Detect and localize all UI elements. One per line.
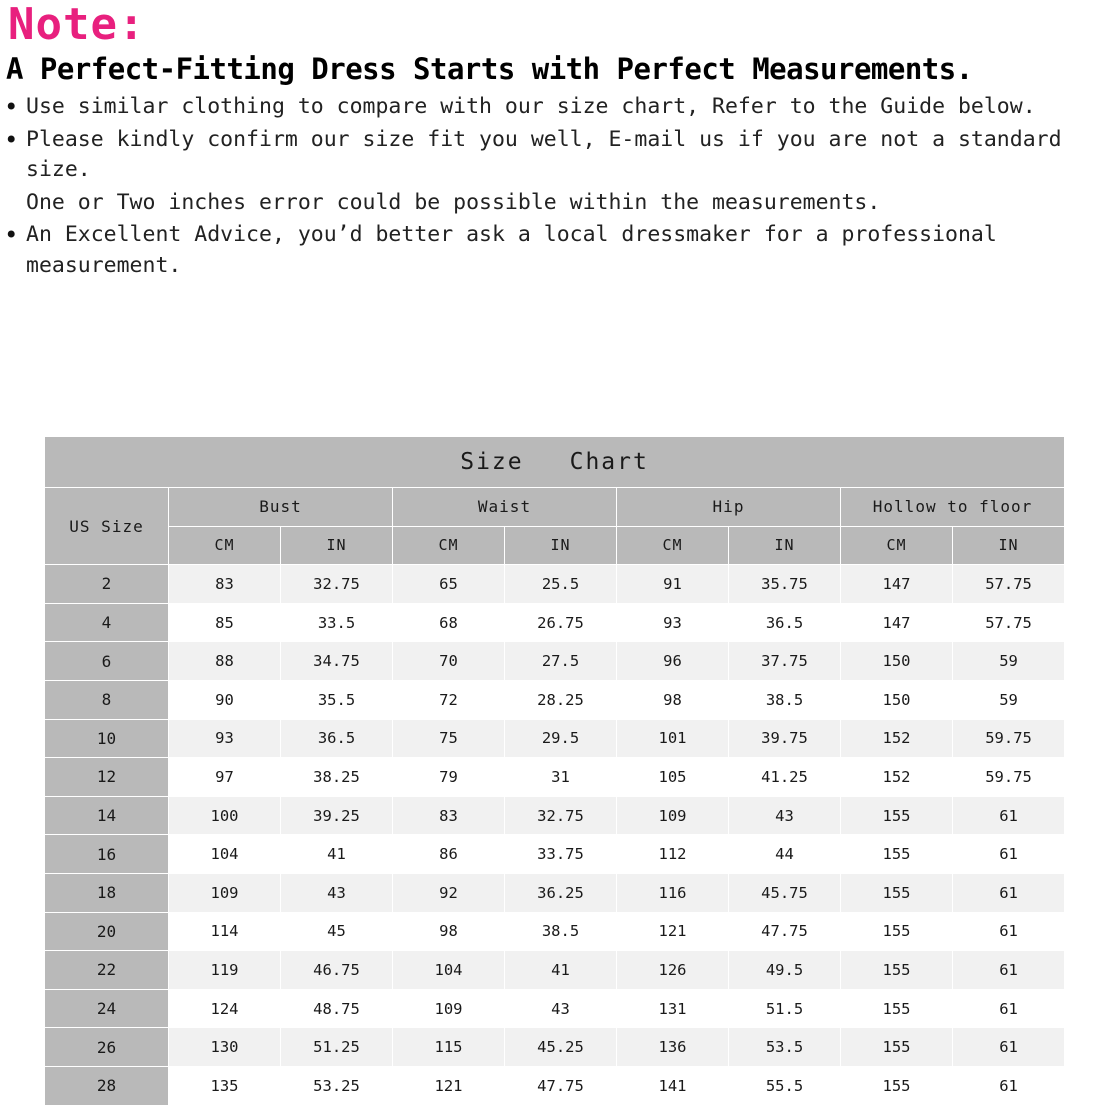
table-cell: 43 bbox=[281, 873, 393, 912]
cell-us-size: 22 bbox=[45, 951, 169, 990]
cell-us-size: 2 bbox=[45, 565, 169, 604]
table-cell: 53.5 bbox=[729, 1028, 841, 1067]
table-cell: 155 bbox=[841, 873, 953, 912]
table-cell: 155 bbox=[841, 1028, 953, 1067]
table-cell: 36.5 bbox=[281, 719, 393, 758]
table-row bbox=[45, 1066, 1065, 1105]
table-cell: 59.75 bbox=[953, 758, 1065, 797]
table-cell: 98 bbox=[617, 680, 729, 719]
cell-us-size: 6 bbox=[45, 642, 169, 681]
column-header-waist: Waist bbox=[393, 488, 617, 527]
table-cell: 53.25 bbox=[281, 1066, 393, 1105]
table-cell: 104 bbox=[393, 951, 505, 990]
table-row bbox=[45, 796, 1065, 835]
unit-header-hollow-cm: CM bbox=[841, 526, 953, 565]
list-item: • An Excellent Advice, you’d better ask a local dressmaker for a professional measurement. bbox=[26, 220, 1107, 281]
table-row bbox=[45, 642, 1065, 681]
cell-us-size: 8 bbox=[45, 680, 169, 719]
table-row bbox=[45, 1028, 1065, 1067]
table-row bbox=[45, 912, 1065, 951]
table-cell: 79 bbox=[393, 758, 505, 797]
table-cell: 141 bbox=[617, 1066, 729, 1105]
cell-us-size: 18 bbox=[45, 873, 169, 912]
table-cell: 155 bbox=[841, 1066, 953, 1105]
table-cell: 49.5 bbox=[729, 951, 841, 990]
headline: A Perfect-Fitting Dress Starts with Perfect Measurements. bbox=[6, 52, 973, 87]
table-cell: 152 bbox=[841, 719, 953, 758]
table-cell: 39.25 bbox=[281, 796, 393, 835]
table-cell: 124 bbox=[169, 989, 281, 1028]
table-row bbox=[45, 951, 1065, 990]
table-title-word-1: Size bbox=[460, 449, 524, 475]
cell-us-size: 14 bbox=[45, 796, 169, 835]
column-header-hip: Hip bbox=[617, 488, 841, 527]
table-cell: 131 bbox=[617, 989, 729, 1028]
table-cell: 93 bbox=[169, 719, 281, 758]
table-cell: 45 bbox=[281, 912, 393, 951]
table-cell: 41 bbox=[281, 835, 393, 874]
column-header-hollow-to-floor: Hollow to floor bbox=[841, 488, 1065, 527]
table-cell: 31 bbox=[505, 758, 617, 797]
table-group-header-row bbox=[45, 488, 1065, 527]
unit-header-bust-in: IN bbox=[281, 526, 393, 565]
table-cell: 83 bbox=[169, 565, 281, 604]
table-cell: 61 bbox=[953, 873, 1065, 912]
column-header-bust: Bust bbox=[169, 488, 393, 527]
table-cell: 61 bbox=[953, 1028, 1065, 1067]
table-cell: 41.25 bbox=[729, 758, 841, 797]
table-cell: 155 bbox=[841, 835, 953, 874]
table-cell: 104 bbox=[169, 835, 281, 874]
table-cell: 38.5 bbox=[729, 680, 841, 719]
table-cell: 121 bbox=[617, 912, 729, 951]
cell-us-size: 10 bbox=[45, 719, 169, 758]
table-cell: 43 bbox=[729, 796, 841, 835]
table-cell: 155 bbox=[841, 951, 953, 990]
unit-header-hip-cm: CM bbox=[617, 526, 729, 565]
table-cell: 150 bbox=[841, 680, 953, 719]
table-cell: 41 bbox=[505, 951, 617, 990]
size-chart-table-wrap bbox=[44, 436, 1064, 1106]
table-cell: 93 bbox=[617, 603, 729, 642]
size-chart-body bbox=[45, 565, 1065, 1105]
table-title-word-2: Chart bbox=[569, 449, 649, 475]
table-cell: 57.75 bbox=[953, 603, 1065, 642]
table-cell: 33.75 bbox=[505, 835, 617, 874]
cell-us-size: 4 bbox=[45, 603, 169, 642]
table-cell: 109 bbox=[169, 873, 281, 912]
table-cell: 155 bbox=[841, 796, 953, 835]
table-cell: 29.5 bbox=[505, 719, 617, 758]
table-cell: 109 bbox=[393, 989, 505, 1028]
cell-us-size: 24 bbox=[45, 989, 169, 1028]
table-cell: 109 bbox=[617, 796, 729, 835]
table-unit-header-row bbox=[45, 526, 1065, 565]
table-cell: 147 bbox=[841, 565, 953, 604]
table-cell: 57.75 bbox=[953, 565, 1065, 604]
table-cell: 37.75 bbox=[729, 642, 841, 681]
note-title: Note: bbox=[8, 0, 146, 50]
table-cell: 135 bbox=[169, 1066, 281, 1105]
table-cell: 85 bbox=[169, 603, 281, 642]
table-title bbox=[45, 437, 1065, 488]
note-list bbox=[0, 92, 1107, 281]
table-cell: 96 bbox=[617, 642, 729, 681]
table-cell: 155 bbox=[841, 989, 953, 1028]
table-cell: 97 bbox=[169, 758, 281, 797]
table-cell: 68 bbox=[393, 603, 505, 642]
cell-us-size: 28 bbox=[45, 1066, 169, 1105]
table-cell: 59 bbox=[953, 680, 1065, 719]
table-cell: 105 bbox=[617, 758, 729, 797]
table-cell: 130 bbox=[169, 1028, 281, 1067]
note-extra-line: One or Two inches error could be possible within the measurements. bbox=[26, 189, 881, 215]
table-cell: 39.75 bbox=[729, 719, 841, 758]
table-cell: 100 bbox=[169, 796, 281, 835]
table-cell: 55.5 bbox=[729, 1066, 841, 1105]
table-cell: 92 bbox=[393, 873, 505, 912]
table-cell: 38.5 bbox=[505, 912, 617, 951]
table-cell: 25.5 bbox=[505, 565, 617, 604]
table-cell: 86 bbox=[393, 835, 505, 874]
table-row bbox=[45, 719, 1065, 758]
table-cell: 61 bbox=[953, 989, 1065, 1028]
unit-header-hollow-in: IN bbox=[953, 526, 1065, 565]
table-row bbox=[45, 835, 1065, 874]
column-header-us-size: US Size bbox=[45, 488, 169, 565]
table-cell: 90 bbox=[169, 680, 281, 719]
table-cell: 46.75 bbox=[281, 951, 393, 990]
table-cell: 119 bbox=[169, 951, 281, 990]
table-cell: 147 bbox=[841, 603, 953, 642]
table-cell: 136 bbox=[617, 1028, 729, 1067]
unit-header-waist-cm: CM bbox=[393, 526, 505, 565]
table-cell: 61 bbox=[953, 796, 1065, 835]
table-cell: 38.25 bbox=[281, 758, 393, 797]
table-row bbox=[45, 758, 1065, 797]
table-cell: 91 bbox=[617, 565, 729, 604]
table-cell: 35.5 bbox=[281, 680, 393, 719]
table-cell: 32.75 bbox=[505, 796, 617, 835]
table-cell: 45.75 bbox=[729, 873, 841, 912]
unit-header-bust-cm: CM bbox=[169, 526, 281, 565]
table-cell: 116 bbox=[617, 873, 729, 912]
table-cell: 36.5 bbox=[729, 603, 841, 642]
table-row bbox=[45, 565, 1065, 604]
table-row bbox=[45, 989, 1065, 1028]
table-cell: 35.75 bbox=[729, 565, 841, 604]
table-cell: 28.25 bbox=[505, 680, 617, 719]
table-cell: 115 bbox=[393, 1028, 505, 1067]
table-cell: 101 bbox=[617, 719, 729, 758]
table-cell: 98 bbox=[393, 912, 505, 951]
table-cell: 75 bbox=[393, 719, 505, 758]
cell-us-size: 26 bbox=[45, 1028, 169, 1067]
table-cell: 27.5 bbox=[505, 642, 617, 681]
unit-header-hip-in: IN bbox=[729, 526, 841, 565]
table-cell: 65 bbox=[393, 565, 505, 604]
size-chart-table bbox=[44, 436, 1065, 1106]
table-cell: 155 bbox=[841, 912, 953, 951]
table-cell: 45.25 bbox=[505, 1028, 617, 1067]
table-cell: 36.25 bbox=[505, 873, 617, 912]
table-cell: 59.75 bbox=[953, 719, 1065, 758]
table-cell: 61 bbox=[953, 912, 1065, 951]
table-cell: 51.25 bbox=[281, 1028, 393, 1067]
table-cell: 150 bbox=[841, 642, 953, 681]
table-cell: 51.5 bbox=[729, 989, 841, 1028]
table-row bbox=[45, 873, 1065, 912]
table-row bbox=[45, 680, 1065, 719]
table-cell: 44 bbox=[729, 835, 841, 874]
table-cell: 112 bbox=[617, 835, 729, 874]
table-cell: 88 bbox=[169, 642, 281, 681]
table-cell: 61 bbox=[953, 1066, 1065, 1105]
table-title-row bbox=[45, 437, 1065, 488]
table-cell: 47.75 bbox=[505, 1066, 617, 1105]
cell-us-size: 16 bbox=[45, 835, 169, 874]
unit-header-waist-in: IN bbox=[505, 526, 617, 565]
table-cell: 61 bbox=[953, 835, 1065, 874]
table-cell: 43 bbox=[505, 989, 617, 1028]
table-cell: 34.75 bbox=[281, 642, 393, 681]
table-cell: 33.5 bbox=[281, 603, 393, 642]
table-cell: 26.75 bbox=[505, 603, 617, 642]
table-cell: 121 bbox=[393, 1066, 505, 1105]
table-cell: 70 bbox=[393, 642, 505, 681]
table-cell: 152 bbox=[841, 758, 953, 797]
table-cell: 59 bbox=[953, 642, 1065, 681]
table-cell: 47.75 bbox=[729, 912, 841, 951]
table-cell: 61 bbox=[953, 951, 1065, 990]
list-item: • Please kindly confirm our size fit you well, E-mail us if you are not a standard size. bbox=[26, 125, 1107, 186]
table-cell: 72 bbox=[393, 680, 505, 719]
table-cell: 126 bbox=[617, 951, 729, 990]
cell-us-size: 12 bbox=[45, 758, 169, 797]
cell-us-size: 20 bbox=[45, 912, 169, 951]
table-cell: 48.75 bbox=[281, 989, 393, 1028]
table-cell: 83 bbox=[393, 796, 505, 835]
table-row bbox=[45, 603, 1065, 642]
list-item: • Use similar clothing to compare with our size chart, Refer to the Guide below. bbox=[26, 92, 1107, 123]
table-cell: 32.75 bbox=[281, 565, 393, 604]
table-cell: 114 bbox=[169, 912, 281, 951]
